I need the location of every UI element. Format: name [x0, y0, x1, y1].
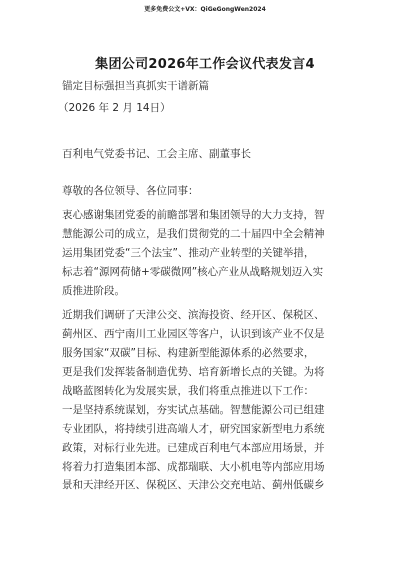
body-line: 将着力打造集团本部、成都瑞联、大小机电等内部应用场 [62, 460, 325, 473]
body-line: 质推进阶段。 [62, 284, 125, 297]
paragraph [62, 206, 352, 300]
body-line: 标志着“源网荷储+零碳微网”核心产业从战略规划迈入实 [62, 265, 324, 278]
top-banner: 更多免费公文+VX：QiGeGongWen2024 [144, 6, 266, 13]
body-line: 专业团队，将持续引进高端人才，研究国家新型电力系统 [62, 422, 325, 435]
document-date: （2026 年 2 月 14日） [58, 102, 171, 114]
body-line: 更是我们发挥装备制造优势、培育新增长点的关键。为将 [62, 366, 325, 379]
body-line: 蓟州区、西宁南川工业园区等客户，认识到该产业不仅是 [62, 328, 325, 341]
body-line: 战略蓝图转化为发展实景，我们将重点推进以下工作： [62, 385, 314, 398]
document-subtitle: 锚定目标强担当真抓实干谱新篇 [62, 80, 209, 92]
body-line: 政策，对标行业先进。已建成百利电气本部应用场景，并 [62, 441, 325, 454]
document-title: 集团公司2026年工作会议代表发言4 [95, 57, 315, 72]
body-line: 景和天津经开区、保税区、天津公交充电站、蓟州低碳乡 [62, 479, 325, 492]
paragraph [62, 306, 352, 400]
body-line: 一是坚持系统谋划，夯实试点基础。智慧能源公司已组建 [62, 403, 325, 416]
paragraph [62, 401, 352, 495]
body-line: 运用集团党委“三个法宝”、推动产业转型的关键举措， [62, 246, 315, 259]
document-body [62, 206, 352, 495]
speaker-title: 百利电气党委书记、工会主席、副董事长 [62, 148, 251, 160]
body-line: 慧能源公司的成立，是我们贯彻党的二十届四中全会精神 [62, 227, 325, 240]
salutation: 尊敬的各位领导、各位同事： [62, 185, 199, 197]
body-line: 服务国家“双碳”目标、构建新型能源体系的必然要求， [62, 347, 315, 360]
body-line: 衷心感谢集团党委的前瞻部署和集团领导的大力支持，智 [62, 209, 325, 221]
body-line: 近期我们调研了天津公交、滨海投资、经开区、保税区、 [62, 309, 325, 322]
